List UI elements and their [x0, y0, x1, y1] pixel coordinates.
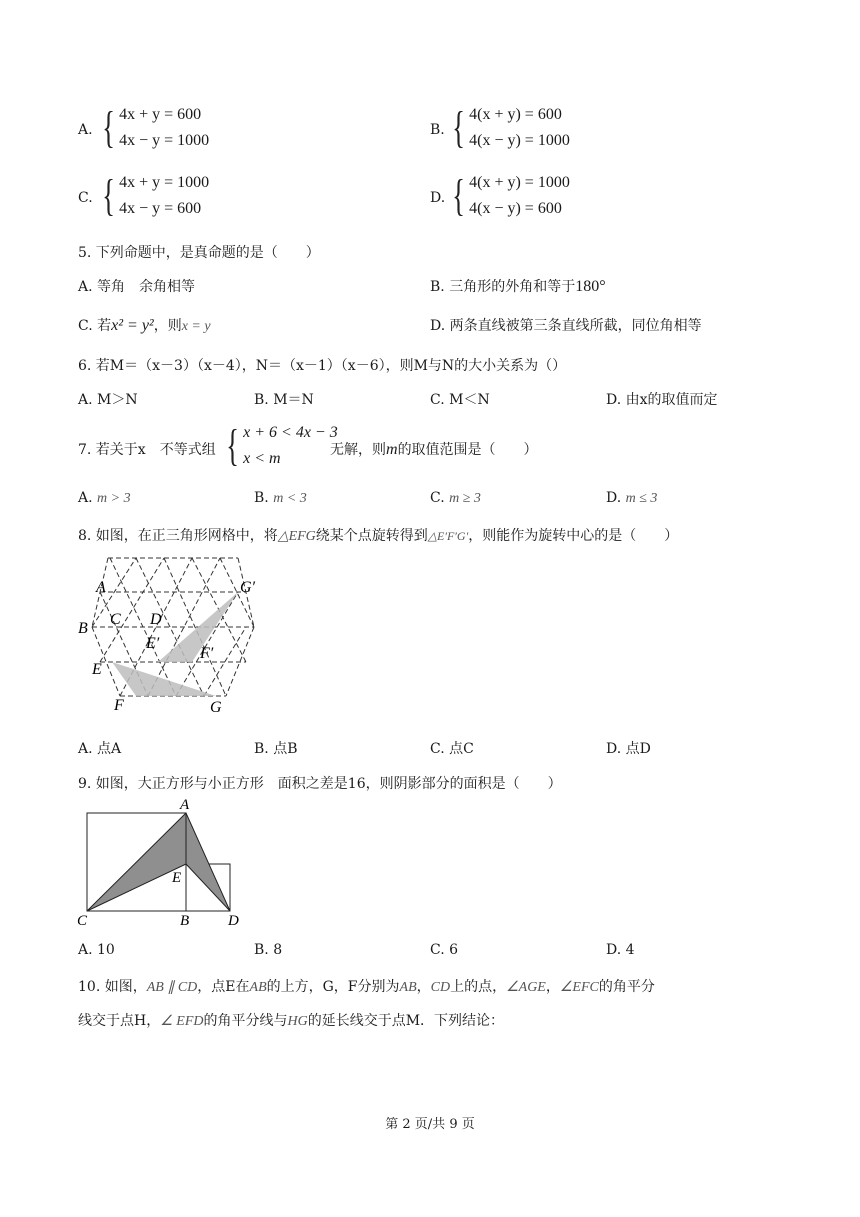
equation-line: 4x + y = 1000: [119, 174, 210, 191]
stem-text: 的延长线交于点M．下列结论：: [307, 1013, 505, 1029]
brace-icon: {: [102, 171, 115, 220]
inequality-line: x + 6 < 4x − 3: [243, 424, 338, 441]
inequality-line: x < m: [243, 450, 281, 467]
stem-math: HG: [287, 1014, 308, 1029]
stem-text: ，: [545, 979, 560, 995]
option-text: ，则: [153, 318, 182, 334]
point-label-c: C: [77, 913, 88, 929]
q8-option-a: A. 点A: [78, 741, 122, 757]
stem-text: ，: [416, 979, 431, 995]
option-math: x = y: [181, 319, 211, 334]
option-math: m < 3: [273, 491, 307, 506]
stem-math: AB ∥ CD: [146, 980, 198, 995]
stem-text: 的角平分线与: [203, 1013, 288, 1029]
equation-line: 4x − y = 600: [119, 200, 202, 217]
q8-stem: [78, 525, 678, 545]
q10-stem-line1: [78, 976, 655, 996]
stem-text: 的角平分: [598, 979, 655, 995]
option-math: m ≥ 3: [449, 491, 481, 506]
q7-stem-post: [330, 439, 538, 459]
stem-text: 上的点，: [450, 979, 507, 995]
equation-line: 4x − y = 1000: [119, 132, 210, 149]
stem-math: ∠AGE: [506, 980, 546, 995]
option-label: D.: [606, 490, 622, 506]
point-label-a: A: [180, 797, 190, 813]
stem-text: 线交于点H，: [78, 1013, 161, 1029]
triangle-grid-figure: [76, 548, 266, 718]
stem-math: ∠EFC: [559, 980, 599, 995]
q9-option-c: C. 6: [430, 942, 459, 958]
stem-math: ∠ EFD: [160, 1014, 204, 1029]
q5-stem: 5. 下列命题中，是真命题的是（ ）: [78, 245, 320, 261]
stem-math: CD: [430, 980, 451, 995]
q4-option-b-label: B.: [430, 122, 445, 138]
q7-option-c: [430, 490, 481, 507]
variable: m: [386, 441, 398, 458]
point-label-b: B: [78, 620, 88, 637]
point-label-e: E: [92, 661, 102, 678]
option-math: m > 3: [97, 491, 131, 506]
equation-line: 4(x + y) = 1000: [469, 174, 570, 191]
q6-option-a: A. M＞N: [78, 392, 138, 408]
brace-icon: {: [452, 103, 465, 152]
q7-stem-pre: 7. 若关于x 不等式组: [78, 442, 216, 458]
point-label-g: G: [210, 699, 222, 716]
q8-option-d: D. 点D: [606, 741, 651, 757]
point-label-d: D: [150, 611, 162, 628]
point-label-a: A: [96, 579, 106, 596]
option-math: 180°: [575, 278, 606, 295]
q4-option-a-system: [98, 102, 209, 154]
stem-text: 无解，则: [330, 442, 386, 458]
brace-icon: {: [226, 421, 239, 470]
option-text: B. 三角形的外角和等于: [430, 279, 576, 295]
stem-text: ，点E在: [197, 979, 250, 995]
equation-line: 4(x − y) = 600: [469, 200, 562, 217]
q10-stem-line2: [78, 1010, 504, 1030]
q8-option-b: B. 点B: [254, 741, 298, 757]
stem-math: AB: [249, 980, 267, 995]
q4-option-b-system: [448, 102, 570, 154]
point-label-g-prime: G′: [240, 579, 256, 596]
q9-option-d: D. 4: [606, 942, 635, 958]
point-label-f-prime: F′: [200, 645, 214, 662]
option-math: m ≤ 3: [625, 491, 658, 506]
brace-icon: {: [452, 171, 465, 220]
q7-inequality-system: [222, 420, 338, 472]
point-label-c: C: [110, 611, 121, 628]
q4-option-c-label: C.: [78, 190, 93, 206]
stem-text: ，则能作为旋转中心的是（ ）: [468, 528, 679, 544]
q6-stem: 6. 若M＝（x－3）（x－4），N＝（x－1）（x－6），则M与N的大小关系为（）: [78, 358, 567, 374]
stem-text: 的取值范围是（ ）: [397, 442, 538, 458]
option-text: C. 若: [78, 318, 112, 334]
shaded-region: [87, 813, 230, 911]
equation-line: 4x + y = 600: [119, 106, 202, 123]
q7-option-a: [78, 490, 131, 507]
q6-option-c: C. M＜N: [430, 392, 490, 408]
q9-stem: 9. 如图，大正方形与小正方形 面积之差是16，则阴影部分的面积是（ ）: [78, 776, 562, 792]
q5-option-a: A. 等角 余角相等: [78, 279, 196, 295]
point-label-f: F: [114, 697, 124, 714]
option-label: C.: [430, 490, 445, 506]
q5-option-b: [430, 276, 606, 296]
option-math: x² = y²: [111, 317, 154, 334]
point-label-b: B: [180, 913, 190, 929]
equation-line: 4(x + y) = 600: [469, 106, 562, 123]
equation-line: 4(x − y) = 1000: [469, 132, 570, 149]
shaded-triangle-efg: [112, 662, 216, 696]
q9-option-a: A. 10: [78, 942, 115, 958]
q4-option-a-label: A.: [78, 122, 93, 138]
stem-text: 绕某个点旋转得到: [315, 528, 428, 544]
q9-option-b: B. 8: [254, 942, 283, 958]
option-label: A.: [78, 490, 93, 506]
point-label-e: E: [172, 870, 182, 886]
squares-figure: [76, 795, 256, 930]
q8-option-c: C. 点C: [430, 741, 474, 757]
stem-math: AB: [399, 980, 417, 995]
q7-option-b: [254, 490, 307, 507]
q6-option-d: D. 由x的取值而定: [606, 392, 718, 408]
stem-text: 8. 如图，在正三角形网格中，将: [78, 528, 278, 544]
point-label-d: D: [228, 913, 239, 929]
q5-option-c: [78, 315, 211, 335]
point-label-e-prime: E′: [146, 635, 160, 652]
triangle-label: △EFG: [277, 529, 316, 544]
triangle-label: △E′F′G′: [427, 529, 469, 543]
brace-icon: {: [102, 103, 115, 152]
stem-text: 的上方，G，F分别为: [266, 979, 400, 995]
q4-option-d-label: D.: [430, 190, 446, 206]
option-label: B.: [254, 490, 269, 506]
q5-option-d: D. 两条直线被第三条直线所截，同位角相等: [430, 318, 702, 334]
stem-text: 10. 如图，: [78, 979, 147, 995]
q6-option-b: B. M＝N: [254, 392, 314, 408]
q7-option-d: [606, 490, 657, 507]
page-footer: 第 2 页/共 9 页: [385, 1117, 475, 1132]
q4-option-c-system: [98, 170, 209, 222]
q4-option-d-system: [448, 170, 570, 222]
